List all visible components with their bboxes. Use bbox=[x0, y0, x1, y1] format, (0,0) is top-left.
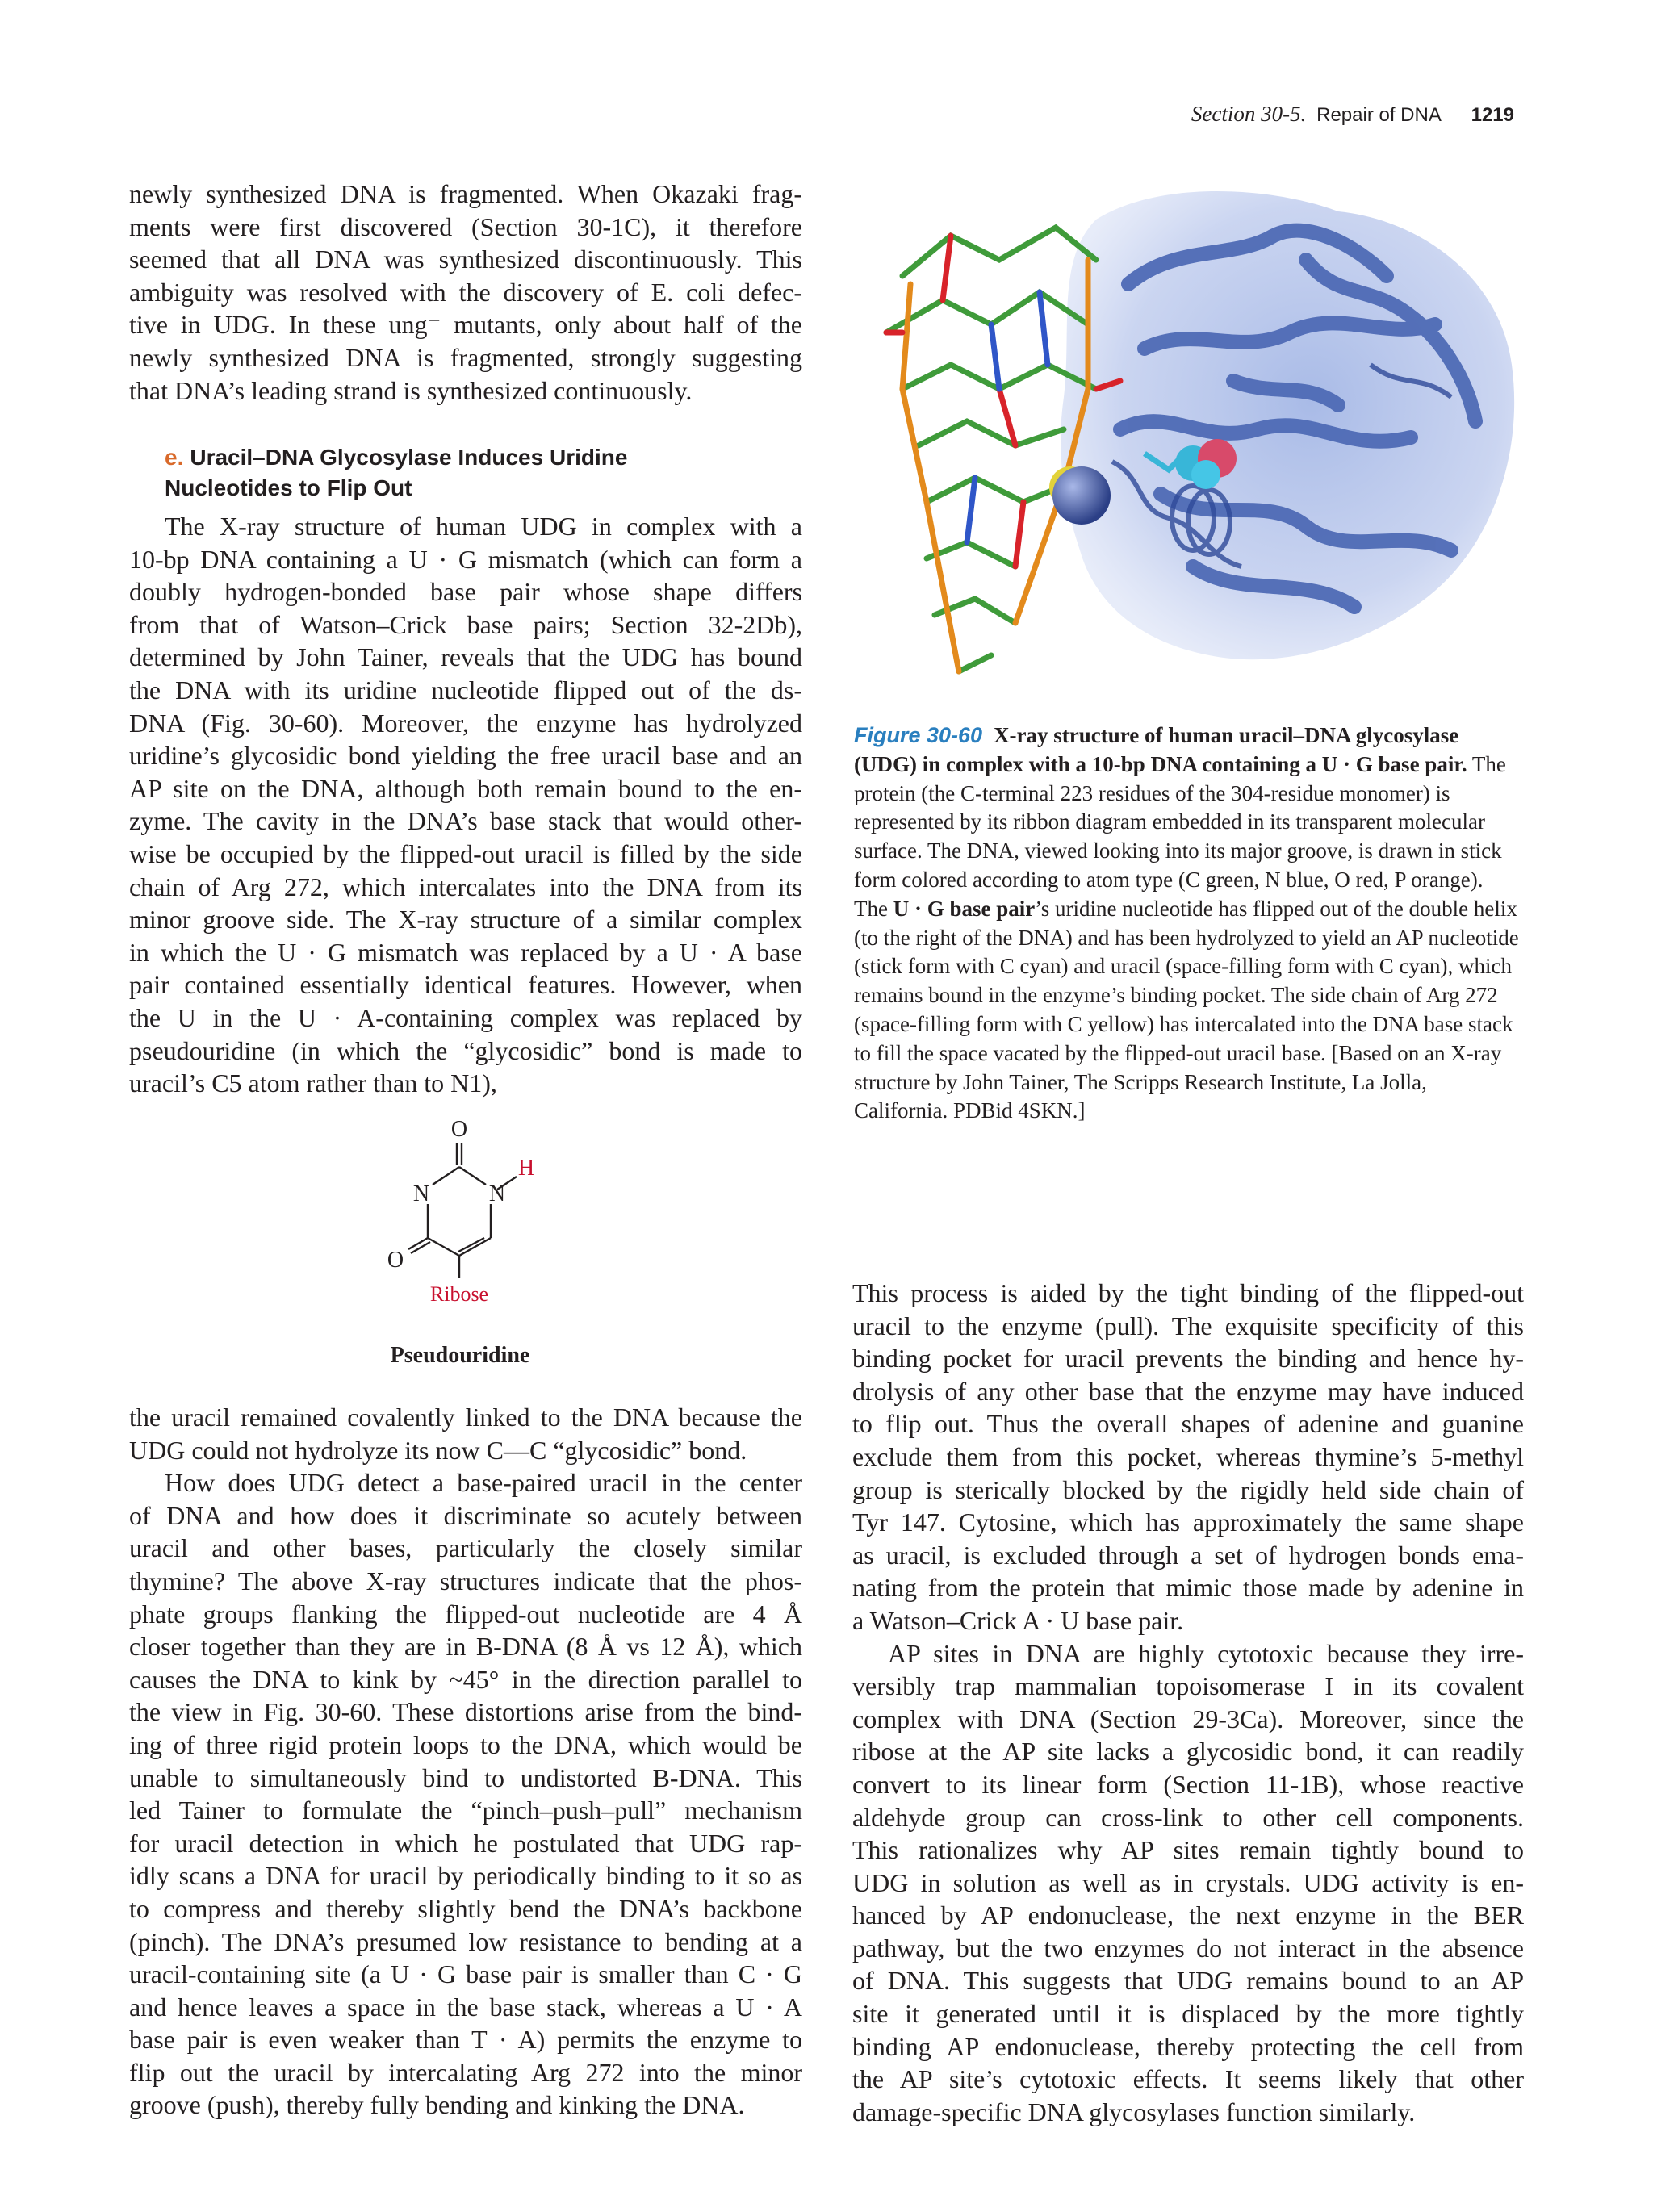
text-line: convert to its linear form (Section 11-1B), whose reactive bbox=[852, 1769, 1524, 1799]
text-line: binding pocket for uracil prevents the binding and hence hy- bbox=[852, 1344, 1524, 1374]
text-line: in which the U · G mismatch was replaced by a U · A base bbox=[129, 937, 802, 967]
text-line: uracil and other bases, particularly the closely similar bbox=[129, 1533, 802, 1563]
caption-text-2: ’s uridine nucleotide has flipped out of the double helix (to the right of the DNA) and has been hydrolyzed to yield an AP nucleotide (stick form with C cyan) and uracil (space-filling form with C cyan), which remains bound in the enzyme’s binding pocket. The side chain of Arg 272 (space-filling form with C yellow) has intercalated into the DNA base stack to fill the space vacated by the flipped-out uracil base. [Based on an X-ray structure by John Tainer, The Scripps Research Institute, La Jolla, California. PDBid 4SKN.] bbox=[854, 896, 1519, 1123]
text-line: versibly trap mammalian topoisomerase I in its covalent bbox=[852, 1671, 1524, 1701]
text-line: a Watson–Crick A · U base pair. bbox=[852, 1605, 1184, 1635]
text-line: The X-ray structure of human UDG in complex with a bbox=[165, 512, 802, 541]
ring-bonds bbox=[408, 1143, 517, 1278]
text-line: tive in UDG. In these ung⁻ mutants, only about half of the bbox=[129, 310, 802, 340]
section-heading bbox=[165, 442, 778, 504]
figure-number: Figure 30-60 bbox=[854, 723, 983, 747]
left-column-top bbox=[129, 178, 802, 407]
text-line: base pair is even weaker than T · A) permits the enzyme to bbox=[129, 2025, 802, 2055]
text-line: exclude them from this pocket, whereas thymine’s 5-methyl bbox=[852, 1441, 1524, 1471]
udg-dna-structure-illustration bbox=[854, 187, 1524, 704]
text-line: of DNA. This suggests that UDG remains bound to an AP bbox=[852, 1966, 1524, 1996]
text-line: uracil’s C5 atom rather than to N1), bbox=[129, 1068, 497, 1098]
text-line: DNA (Fig. 30-60). Moreover, the enzyme has hydrolyzed bbox=[129, 708, 802, 738]
right-column-bottom bbox=[852, 1277, 1524, 2128]
text-line: groove (push), thereby fully bending and kinking the DNA. bbox=[129, 2090, 745, 2120]
text-line: nating from the protein that mimic those made by adenine in bbox=[852, 1573, 1524, 1603]
section-letter: e. bbox=[165, 445, 184, 470]
running-head bbox=[1191, 100, 1514, 129]
caption-bold-2: U · G base pair bbox=[893, 896, 1036, 921]
text-line: as uracil, is excluded through a set of hydrogen bonds ema- bbox=[852, 1540, 1524, 1570]
text-line: UDG could not hydrolyze its now C—C “glycosidic” bond. bbox=[129, 1435, 747, 1465]
text-line: uracil to the enzyme (pull). The exquisite specificity of this bbox=[852, 1311, 1524, 1340]
text-line: newly synthesized DNA is fragmented. When Okazaki frag- bbox=[129, 179, 802, 208]
pseudouridine-structure bbox=[355, 1117, 581, 1343]
text-line: thymine? The above X-ray structures indicate that the phos- bbox=[129, 1566, 802, 1595]
text-line: ments were first discovered (Section 30-1C), it therefore bbox=[129, 211, 802, 241]
text-line: damage-specific DNA glycosylases function similarly. bbox=[852, 2097, 1416, 2126]
text-line: chain of Arg 272, which intercalates into the DNA from its bbox=[129, 872, 802, 901]
text-line: site it generated until it is displaced by the more tightly bbox=[852, 1999, 1524, 2029]
text-line: minor groove side. The X-ray structure of a similar complex bbox=[129, 905, 802, 935]
text-line: led Tainer to formulate the “pinch–push–pull” mechanism bbox=[129, 1796, 802, 1825]
text-line: determined by John Tainer, reveals that the UDG has bound bbox=[129, 642, 802, 672]
arg272-nitrogen bbox=[1052, 466, 1111, 525]
text-line: aldehyde group can cross-link to other cell components. bbox=[852, 1802, 1524, 1832]
atom-label: N bbox=[412, 1181, 430, 1206]
figure-30-60-image bbox=[854, 187, 1524, 704]
running-head-title: Repair of DNA bbox=[1316, 104, 1442, 126]
figure-caption bbox=[854, 721, 1521, 1126]
text-line: for uracil detection in which he postulated that UDG rap- bbox=[129, 1828, 802, 1858]
text-line: to compress and thereby slightly bend the DNA’s backbone bbox=[129, 1893, 802, 1923]
caption-text-1: The protein (the C-terminal 223 residues of the 304-residue monomer) is represented by its ribbon diagram embedded in its transparent molecular surface. The DNA, viewed looking into its major groove, is drawn in stick form colored according to atom type (C green, N blue, O red, P orange). The bbox=[854, 751, 1506, 921]
text-line-pseudouridine: pseudouridine (in which the “glycosidic” bond is made to bbox=[129, 1035, 802, 1065]
left-column-bottom bbox=[129, 1401, 802, 2122]
section-heading-line1: Uracil–DNA Glycosylase Induces Uridine bbox=[190, 445, 628, 470]
text-line: zyme. The cavity in the DNA’s base stack that would other- bbox=[129, 806, 802, 836]
text-line: drolysis of any other base that the enzyme may have induced bbox=[852, 1376, 1524, 1406]
text-line: How does UDG detect a base-paired uracil in the center bbox=[165, 1468, 802, 1498]
text-line: ing of three rigid protein loops to the DNA, which would be bbox=[129, 1729, 802, 1759]
section-heading-line2: Nucleotides to Flip Out bbox=[165, 475, 412, 500]
text-line: AP sites in DNA are highly cytotoxic because they irre- bbox=[888, 1638, 1524, 1668]
text-line: doubly hydrogen-bonded base pair whose shape differs bbox=[129, 577, 802, 607]
text-line: complex with DNA (Section 29-3Ca). Moreover, since the bbox=[852, 1704, 1524, 1733]
page-number: 1219 bbox=[1471, 104, 1514, 126]
text-line: ribose at the AP site lacks a glycosidic bond, it can readily bbox=[852, 1737, 1524, 1767]
text-line: phate groups flanking the flipped-out nucleotide are 4 Å bbox=[129, 1599, 802, 1629]
text-line: unable to simultaneously bind to undistorted B-DNA. This bbox=[129, 1762, 802, 1792]
text-line: idly scans a DNA for uracil by periodically binding to it so as bbox=[129, 1861, 802, 1891]
text-line: pathway, but the two enzymes do not interact in the absence bbox=[852, 1933, 1524, 1963]
text-line: seemed that all DNA was synthesized discontinuously. This bbox=[129, 245, 802, 274]
text-line: and hence leaves a space in the base stack, whereas a U · A bbox=[129, 1992, 802, 2022]
text-line: the AP site’s cytotoxic effects. It seems likely that other bbox=[852, 2064, 1524, 2094]
text-line: flip out the uracil by intercalating Arg 272 into the minor bbox=[129, 2057, 802, 2087]
text-line: newly synthesized DNA is fragmented, strongly suggesting bbox=[129, 342, 802, 372]
text-line: uracil-containing site (a U · G base pair is smaller than C · G bbox=[129, 1959, 802, 1989]
atom-label: O bbox=[450, 1117, 468, 1142]
left-column-uracil bbox=[129, 510, 802, 1100]
text-line: the view in Fig. 30-60. These distortions arise from the bind- bbox=[129, 1697, 802, 1727]
text-line: uridine’s glycosidic bond yielding the free uracil base and an bbox=[129, 741, 802, 771]
text-line: causes the DNA to kink by ~45° in the direction parallel to bbox=[129, 1664, 802, 1694]
text-line: This rationalizes why AP sites remain tightly bound to bbox=[852, 1835, 1524, 1865]
text-line: closer together than they are in B-DNA (8 Å vs 12 Å), which bbox=[129, 1632, 802, 1662]
text-line: pair contained essentially identical features. However, when bbox=[129, 970, 802, 1000]
text-line: the U in the U · A-containing complex was replaced by bbox=[129, 1002, 802, 1032]
text-line: Tyr 147. Cytosine, which has approximately the same shape bbox=[852, 1507, 1524, 1537]
text-line: This process is aided by the tight binding of the flipped-out bbox=[852, 1278, 1524, 1307]
text-line: the uracil remained covalently linked to the DNA because the bbox=[129, 1403, 802, 1432]
atom-label: N bbox=[488, 1181, 506, 1206]
pseudouridine-name: Pseudouridine bbox=[390, 1343, 530, 1368]
text-line: that DNA’s leading strand is synthesized continuously. bbox=[129, 375, 693, 405]
running-head-section: Section 30-5. bbox=[1191, 102, 1307, 126]
text-line: hanced by AP endonuclease, the next enzyme in the BER bbox=[852, 1900, 1524, 1930]
text-line: group is sterically blocked by the rigidly held side chain of bbox=[852, 1474, 1524, 1504]
text-line: binding AP endonuclease, thereby protecting the cell from bbox=[852, 2031, 1524, 2061]
uracil-carbon bbox=[1191, 460, 1220, 489]
text-line: wise be occupied by the flipped-out uracil is filled by the side bbox=[129, 838, 802, 868]
caption-title: X-ray structure of human uracil–DNA glycosylase (UDG) in complex with a 10-bp DNA containing a U · G base pair. bbox=[854, 723, 1467, 776]
text-line: from that of Watson–Crick base pairs; Section 32-2Db), bbox=[129, 609, 802, 639]
text-line: the DNA with its uridine nucleotide flipped out of the ds- bbox=[129, 675, 802, 705]
atom-label-h: H bbox=[517, 1156, 535, 1181]
ribose-label: Ribose bbox=[429, 1282, 489, 1306]
text-line: to flip out. Thus the overall shapes of adenine and guanine bbox=[852, 1409, 1524, 1439]
paragraph-okazaki bbox=[129, 178, 802, 407]
text-line: ambiguity was resolved with the discovery of E. coli defec- bbox=[129, 277, 802, 307]
text-line: (pinch). The DNA’s presumed low resistance to bending at a bbox=[129, 1926, 802, 1956]
atom-label: O bbox=[387, 1248, 404, 1273]
text-line: UDG in solution as well as in crystals. UDG activity is en- bbox=[852, 1867, 1524, 1897]
text-line: AP site on the DNA, although both remain bound to the en- bbox=[129, 773, 802, 803]
text-line: 10-bp DNA containing a U · G mismatch (which can form a bbox=[129, 544, 802, 574]
text-line: of DNA and how does it discriminate so acutely between bbox=[129, 1500, 802, 1530]
